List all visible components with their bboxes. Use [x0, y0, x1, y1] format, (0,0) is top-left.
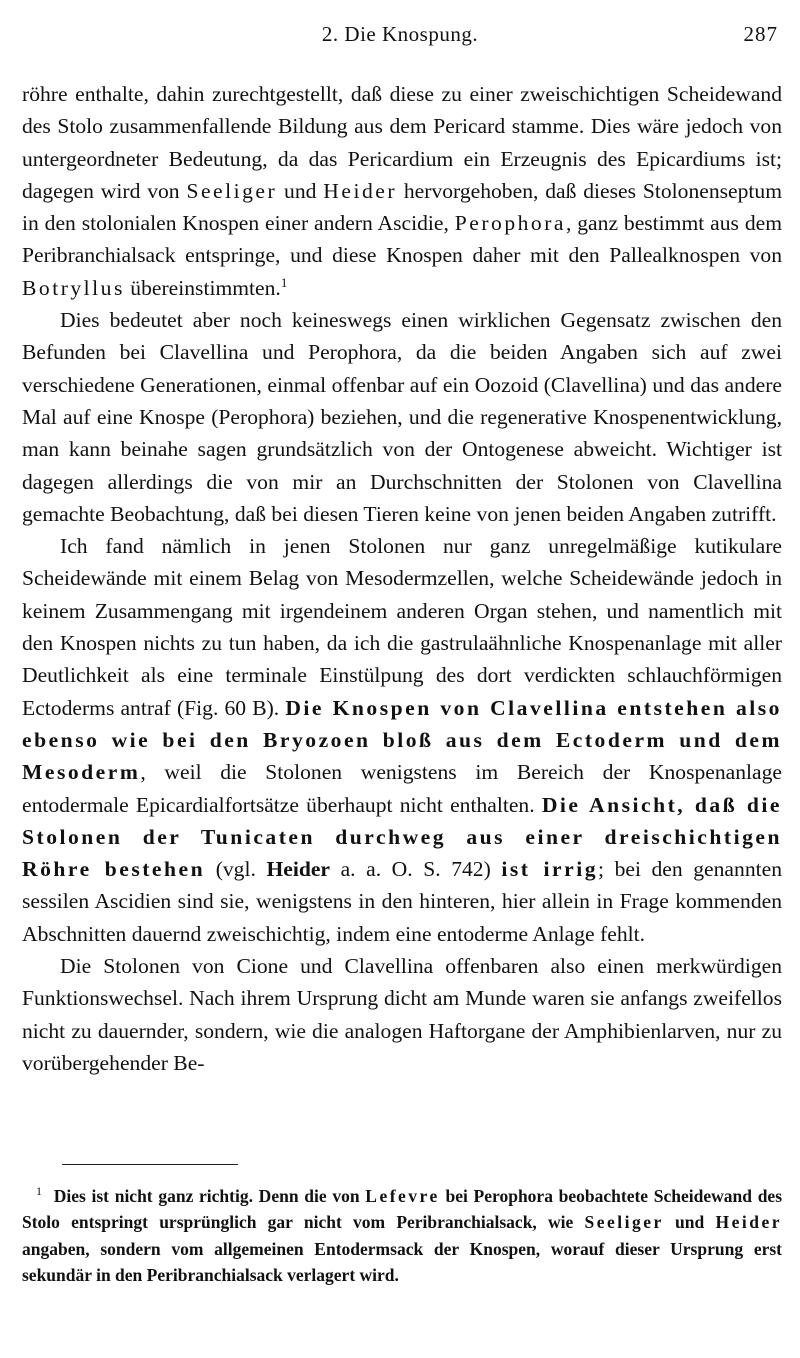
text-segment: Die Ansicht, daß die Stolonen der Tunicaten durchweg aus einer dreischichtigen Röhre bestehen [22, 792, 783, 882]
text-segment: Dies ist nicht ganz richtig. Denn die von [53, 1185, 366, 1206]
text-segment: Perophora [454, 211, 566, 236]
text-segment: bei Perophora beobachtete Scheidewand des Stolo entspringt ursprünglich gar nicht vom Peribranchialsack, wie [22, 1185, 783, 1233]
text-segment: röhre enthalte, dahin zurechtgestellt, daß diese zu einer zweischichtigen Scheidewand des Stolo zusammenfallende Bildung aus dem Pericard stamme. Dies wäre jedoch von untergeordneter Bedeutung, da das Pericardium ein Erzeugnis des Epicardiums ist; dagegen wird von [22, 82, 782, 203]
text-segment: Die Stolonen von Cione und Clavellina offenbaren also einen merkwürdigen Funktionswechsel. Nach ihrem Ursprung dicht am Munde waren sie anfangs zweifellos nicht zu dauernder, sondern, wie die analogen Haftorgane der Amphibienlarven, nur zu vorübergehender Be- [22, 954, 782, 1075]
footnote-reference: 1 [280, 274, 288, 290]
text-segment: Seeliger [584, 1212, 664, 1233]
text-segment: , weil die Stolonen wenigstens im Bereich der Knospenanlage entodermale Epicardialfortsätze überhaupt nicht enthalten. [22, 760, 782, 817]
text-segment: Heider [323, 178, 398, 203]
paragraph [22, 530, 782, 950]
text-segment: ist irrig [501, 857, 598, 882]
text-segment: Botryllus [22, 275, 125, 300]
text-segment: Seeliger [186, 178, 278, 203]
text-segment: (vgl. [205, 857, 267, 882]
text-segment: ; bei den genannten sessilen Ascidien sind sie, wenigstens in den hinteren, hier allein in Frage kommenden Abschnitten dauernd zweischichtig, indem eine entoderme Anlage fehlt. [22, 857, 782, 946]
paragraph [22, 950, 782, 1079]
footnote-marker: 1 [36, 1184, 42, 1198]
text-segment: und [277, 178, 324, 203]
text-segment: Dies bedeutet aber noch keineswegs einen wirklichen Gegensatz zwischen den Befunden bei Clavellina und Perophora, da die beiden Angaben sich auf zwei verschiedene Generationen, einmal offenbar auf ein Oozoid (Clavellina) und das andere Mal auf eine Knospe (Perophora) beziehen, und die regenerative Knospenentwicklung, man kann beinahe sagen grundsätzlich von der Ontogenese abweicht. Wichtiger ist dagegen allerdings die von mir an Durchschnitten der Stolonen von Clavellina gemachte Beobachtung, daß bei diesen Tieren keine von jenen beiden Angaben zutrifft. [22, 308, 782, 526]
text-segment: übereinstimmten. [124, 275, 281, 300]
body-text [22, 78, 782, 1079]
footnote [22, 1178, 782, 1288]
paragraph [22, 304, 782, 530]
text-segment: , ganz bestimmt aus dem Peribranchialsack entspringe, und diese Knospen daher mit den Pallealknospen von [22, 211, 782, 268]
paragraph [22, 78, 782, 304]
text-segment: hervorgehoben, daß dieses Stolonenseptum in den stolonialen Knospen einer andern Ascidie, [22, 178, 783, 236]
text-segment: und [663, 1212, 716, 1233]
text-segment: Ich fand nämlich in jenen Stolonen nur ganz unregelmäßige kutikulare Scheidewände mit einem Belag von Mesodermzellen, welche Scheidewände jedoch in keinem Zusammengang mit irgendeinem anderen Organ stehen, und namentlich mit den Knospen nichts zu tun haben, da ich die gastrulaähnliche Knospenanlage mit aller Deutlichkeit als eine terminale Einstülpung des dort verdickten schlauchförmigen Ectoderms antraf (Fig. 60 B). [22, 534, 782, 720]
page-number: 287 [743, 22, 778, 46]
chapter-title: 2. Die Knospung. [321, 22, 479, 46]
text-segment: Heider [715, 1212, 782, 1233]
running-header [22, 22, 778, 52]
text-segment: angaben, sondern vom allgemeinen Entodermsack der Knospen, worauf dieser Ursprung erst sekundär in den Peribranchialsack verlagert wird. [22, 1238, 782, 1286]
text-segment: Die Knospen von Clavellina entstehen also ebenso wie bei den Bryozoen bloß aus dem Ectoderm und dem Mesoderm [22, 695, 782, 785]
footnote-rule [62, 1164, 238, 1165]
text-segment: Heider [266, 857, 331, 882]
text-segment: a. a. O. S. 742) [330, 857, 502, 882]
text-segment: Lefevre [365, 1185, 440, 1206]
